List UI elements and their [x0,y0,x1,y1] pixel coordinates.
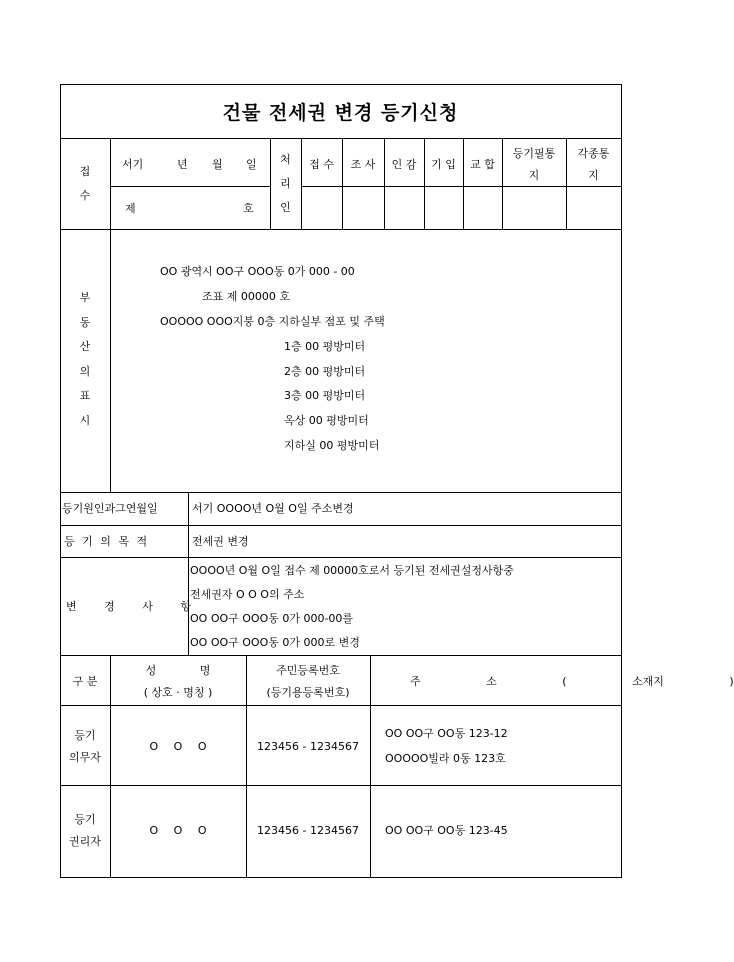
property-floor-1: 1층 00 평방미터 [284,340,366,353]
processing-label-1: 처 [280,153,291,166]
column-verification: 교 합 [470,158,495,171]
property-label: 부 동 산 의 표 시 [79,291,91,427]
property-address: OO 광역시 OO구 OOO동 0가 000 - 00 [160,265,355,278]
processing-label-2: 리 [280,177,291,190]
holder-label-1: 등기 [74,813,96,826]
obligor-label-2: 의무자 [69,751,101,764]
property-floor-2: 2층 00 평방미터 [284,365,366,378]
property-rooftop: 옥상 00 평방미터 [284,414,369,427]
notice-complete-line1: 등기필통 [512,147,556,160]
reception-number-prefix: 제 [125,202,136,215]
cause-value: 서기 OOOO년 O월 O일 주소변경 [192,502,354,515]
date-prefix: 서기 [122,158,144,171]
column-seal: 인 감 [391,158,417,171]
reception-label-2: 수 [79,189,91,202]
obligor-name: O O O [149,740,207,753]
cause-label: 등기원인과그연월일 [62,502,158,515]
changes-line-4: OO OO구 OOO동 0가 000로 변경 [190,636,360,649]
column-entry: 기 입 [431,158,456,171]
property-lot: 조표 제 00000 호 [202,290,290,303]
obligor-label-1: 등기 [74,729,96,742]
header-name-sub: ( 상호 · 명칭 ) [143,686,213,699]
obligor-address-2: OOOOO빌라 0동 123호 [385,752,506,765]
reception-label-1: 접 [79,165,91,178]
form-border [61,85,622,878]
notice-various-line1: 각종통 [577,147,610,160]
date-day: 일 [246,158,257,171]
form-title: 건물 전세권 변경 등기신청 [222,101,459,124]
column-inspection: 조 사 [350,158,376,171]
header-name: 성 명 [145,664,211,677]
header-registration-sub: (등기용등록번호) [266,686,350,699]
holder-address: OO OO구 OO동 123-45 [385,824,508,837]
date-month: 월 [212,158,223,171]
header-category: 구 분 [72,675,98,688]
processing-label-3: 인 [280,201,291,214]
property-basement: 지하실 00 평방미터 [284,439,380,452]
obligor-address-1: OO OO구 OO동 123-12 [385,727,508,740]
purpose-value: 전세권 변경 [192,535,249,548]
header-registration: 주민등록번호 [276,664,340,677]
notice-complete-line2: 지 [528,169,540,182]
property-structure: OOOOO OOO지붕 0층 지하실부 점포 및 주택 [160,315,385,328]
changes-line-2: 전세권자 O O O의 주소 [190,588,305,601]
obligor-registration: 123456 - 1234567 [257,740,359,753]
column-reception: 접 수 [309,158,334,171]
holder-label-2: 권리자 [69,835,101,848]
notice-various-line2: 지 [588,169,599,182]
reception-number-suffix: 호 [243,202,254,215]
holder-name: O O O [149,824,207,837]
purpose-label: 등 기 의 목 적 [64,535,148,548]
changes-line-1: OOOO년 O월 O일 접수 제 00000호로서 등기된 전세권설정사항중 [190,564,514,577]
header-address: 주 소 ( 소재지 ) [410,675,734,688]
property-floor-3: 3층 00 평방미터 [284,389,366,402]
date-year: 년 [177,158,188,171]
changes-label: 변 경 사 항 [66,600,191,613]
holder-registration: 123456 - 1234567 [257,824,359,837]
changes-line-3: OO OO구 OOO동 0가 000-00를 [190,612,354,625]
